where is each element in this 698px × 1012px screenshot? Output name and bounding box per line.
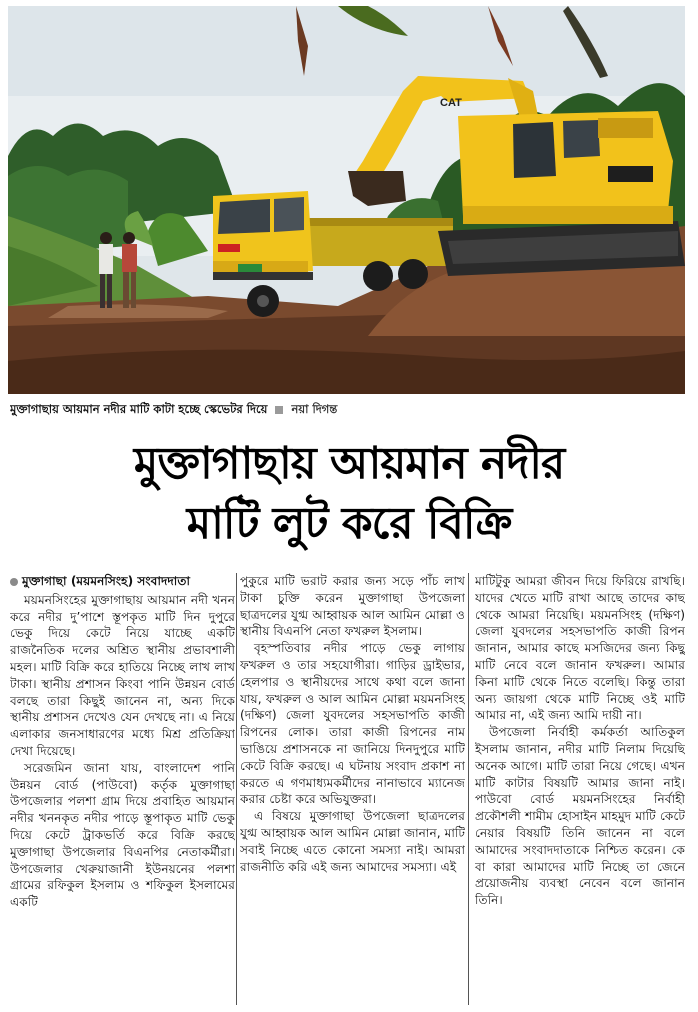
excavator-brand-label: CAT xyxy=(440,97,462,109)
article-column-3 xyxy=(475,573,685,1005)
paragraph: এ বিষয়ে মুক্তাগাছা উপজেলা ছাত্রদলের যুগ্ম আহ্বায়ক আল আমিন মোল্লা জানান, মাটি সবাই নিচ্ছে এতে কোনো সমস্যা নাই। আমরা রাজনীতি করি এই জন্য আমাদের সমস্যা। এই xyxy=(240,809,465,874)
column-divider xyxy=(236,573,237,1005)
column-divider xyxy=(468,573,469,1005)
news-photo xyxy=(8,6,685,394)
article-column-2 xyxy=(240,573,465,1005)
paragraph: উপজেলা নির্বাহী কর্মকর্তা আতিকুল ইসলাম জানান, নদীর মাটি নিলাম দিয়েছি অনেক আগে। মাটি তারা নিয়ে গেছে। এখন মাটি কাটার বিষয়টি আমার জানা নাই। পাউবো বোর্ড ময়মনসিংহের নির্বাহী প্রকৌশলী শামীম হোসাইন মাহমুদ মাটি কেটে নেয়ার বিষয়টি তিনি জানেন না বলে আমাদের সংবাদদাতাকে নিশ্চিত করেন। কে বা কারা আমাদের মাটি নিচ্ছে তা জেনে প্রয়োজনীয় ব্যবস্থা নেবেন বলে জানান তিনি। xyxy=(475,725,685,908)
headline-line-2: মাটি লুট করে বিক্রি xyxy=(186,498,512,549)
bullet-icon xyxy=(10,578,18,586)
dateline-text: মুক্তাগাছা (ময়মনসিংহ) সংবাদদাতা xyxy=(22,574,191,588)
paragraph: পুকুরে মাটি ভরাট করার জন্য সড়ে পাঁচ লাখ টাকা চুক্তি করেন মুক্তাগাছা উপজেলা ছাত্রদলের যুগ্ম আহ্বায়ক আল আমিন মোল্লা ও স্থানীয় বিএনপি নেতা ফখরুল ইসলাম। xyxy=(240,574,465,639)
photo-credit: নয়া দিগন্ত xyxy=(291,402,338,416)
paragraph: বৃহস্পতিবার নদীর পাড়ে ভেকু লাগায় ফখরুল ও তার সহযোগীরা। গাড়ির ড্রাইভার, হেলপার ও স্থানীয়দের সাথে কথা বলে জানা যায়, ফখরুল ও আল আমিন মোল্লা ময়মনসিংহ (দক্ষিণ) জেলা যুবদলের সহসভাপতি কাজী রিপনের লোক। তারা কাজী রিপনের নাম ভাঙিয়ে প্রশাসনকে না জানিয়ে দিনদুপুরে মাটি কেটে বিক্রি করছে। এ ঘটনায় সংবাদ প্রকাশ না করতে এ গণমাধ্যমকর্মীদের নানাভাবে ম্যানেজ করার চেষ্টা করে অভিযুক্তরা। xyxy=(240,641,465,807)
paragraph: মাটিটুকু আমরা জীবন দিয়ে ফিরিয়ে রাখছি। যাদের খেতে মাটি রাখা আছে তাদের কাছ থেকে আমরা নিয়েছি। ময়মনসিংহ (দক্ষিণ) জেলা যুবদলের সহসভাপতি কাজী রিপন জানান, আমার কাছে মসজিদের জন্য কিছু মাটি নেবে বলে জানান ফখরুল। আমার কিনা মাটি থেকে নিতে বলেছি। কিন্তু তারা অন্য জায়গা থেকে মাটি নিচ্ছে ওই মাটি আমার না, এই জন্য আমি দায়ী না। xyxy=(475,574,685,723)
paragraph: সরেজমিন জানা যায়, বাংলাদেশ পানি উন্নয়ন বোর্ড (পাউবো) কর্তৃক মুক্তাগাছা উপজেলার পলশা গ্রাম দিয়ে প্রবাহিত আয়মান নদীর খননকৃত নদীর পাড়ে স্তূপাকৃত মাটি ভেকু দিয়ে কেটে ট্রাকভর্তি করে বিক্রি করছে মুক্তাগাছা উপজেলার বিএনপির নেতাকর্মীরা। উপজেলার খেরুয়াজানী ইউনয়নের পলশা গ্রামের রফিকুল ইসলাম ও শফিকুল ইসলামের একটি xyxy=(10,760,235,910)
paragraph: ময়মনসিংহের মুক্তাগাছায় আয়মান নদী খনন করে নদীর দু’পাশে স্তূপকৃত মাটি দিন দুপুরে ভেকু দিয়ে কেটে নিয়ে যাচ্ছে একটি রাজনৈতিক দলের অশ্রিত স্থানীয় প্রভাবশালী মহল। মাটি বিক্রি করে হাতিয়ে নিচ্ছে লাখ লাখ টাকা। স্থানীয় প্রশাসন কিংবা পানি উন্নয়ন বোর্ড বলছে তারা কিছুই জানেন না, অন্য দিকে স্থানীয় প্রশাসন দেখেও যেন দেখছে না। এ নিয়ে এলাকার জনসাধারণের মধ্যে মিশ্র প্রতিক্রিয়া দেখা দিয়েছে। xyxy=(10,592,235,758)
excavation-scene xyxy=(8,6,685,394)
article-column-1 xyxy=(10,573,235,1005)
credit-square-icon xyxy=(275,406,283,414)
dateline xyxy=(10,573,235,590)
photo-caption xyxy=(10,400,687,418)
caption-text: মুক্তাগাছায় আয়মান নদীর মাটি কাটা হচ্ছে স্কেভেটর দিয়ে xyxy=(10,402,268,416)
headline-line-1: মুক্তাগাছায় আয়মান নদীর xyxy=(133,438,565,489)
